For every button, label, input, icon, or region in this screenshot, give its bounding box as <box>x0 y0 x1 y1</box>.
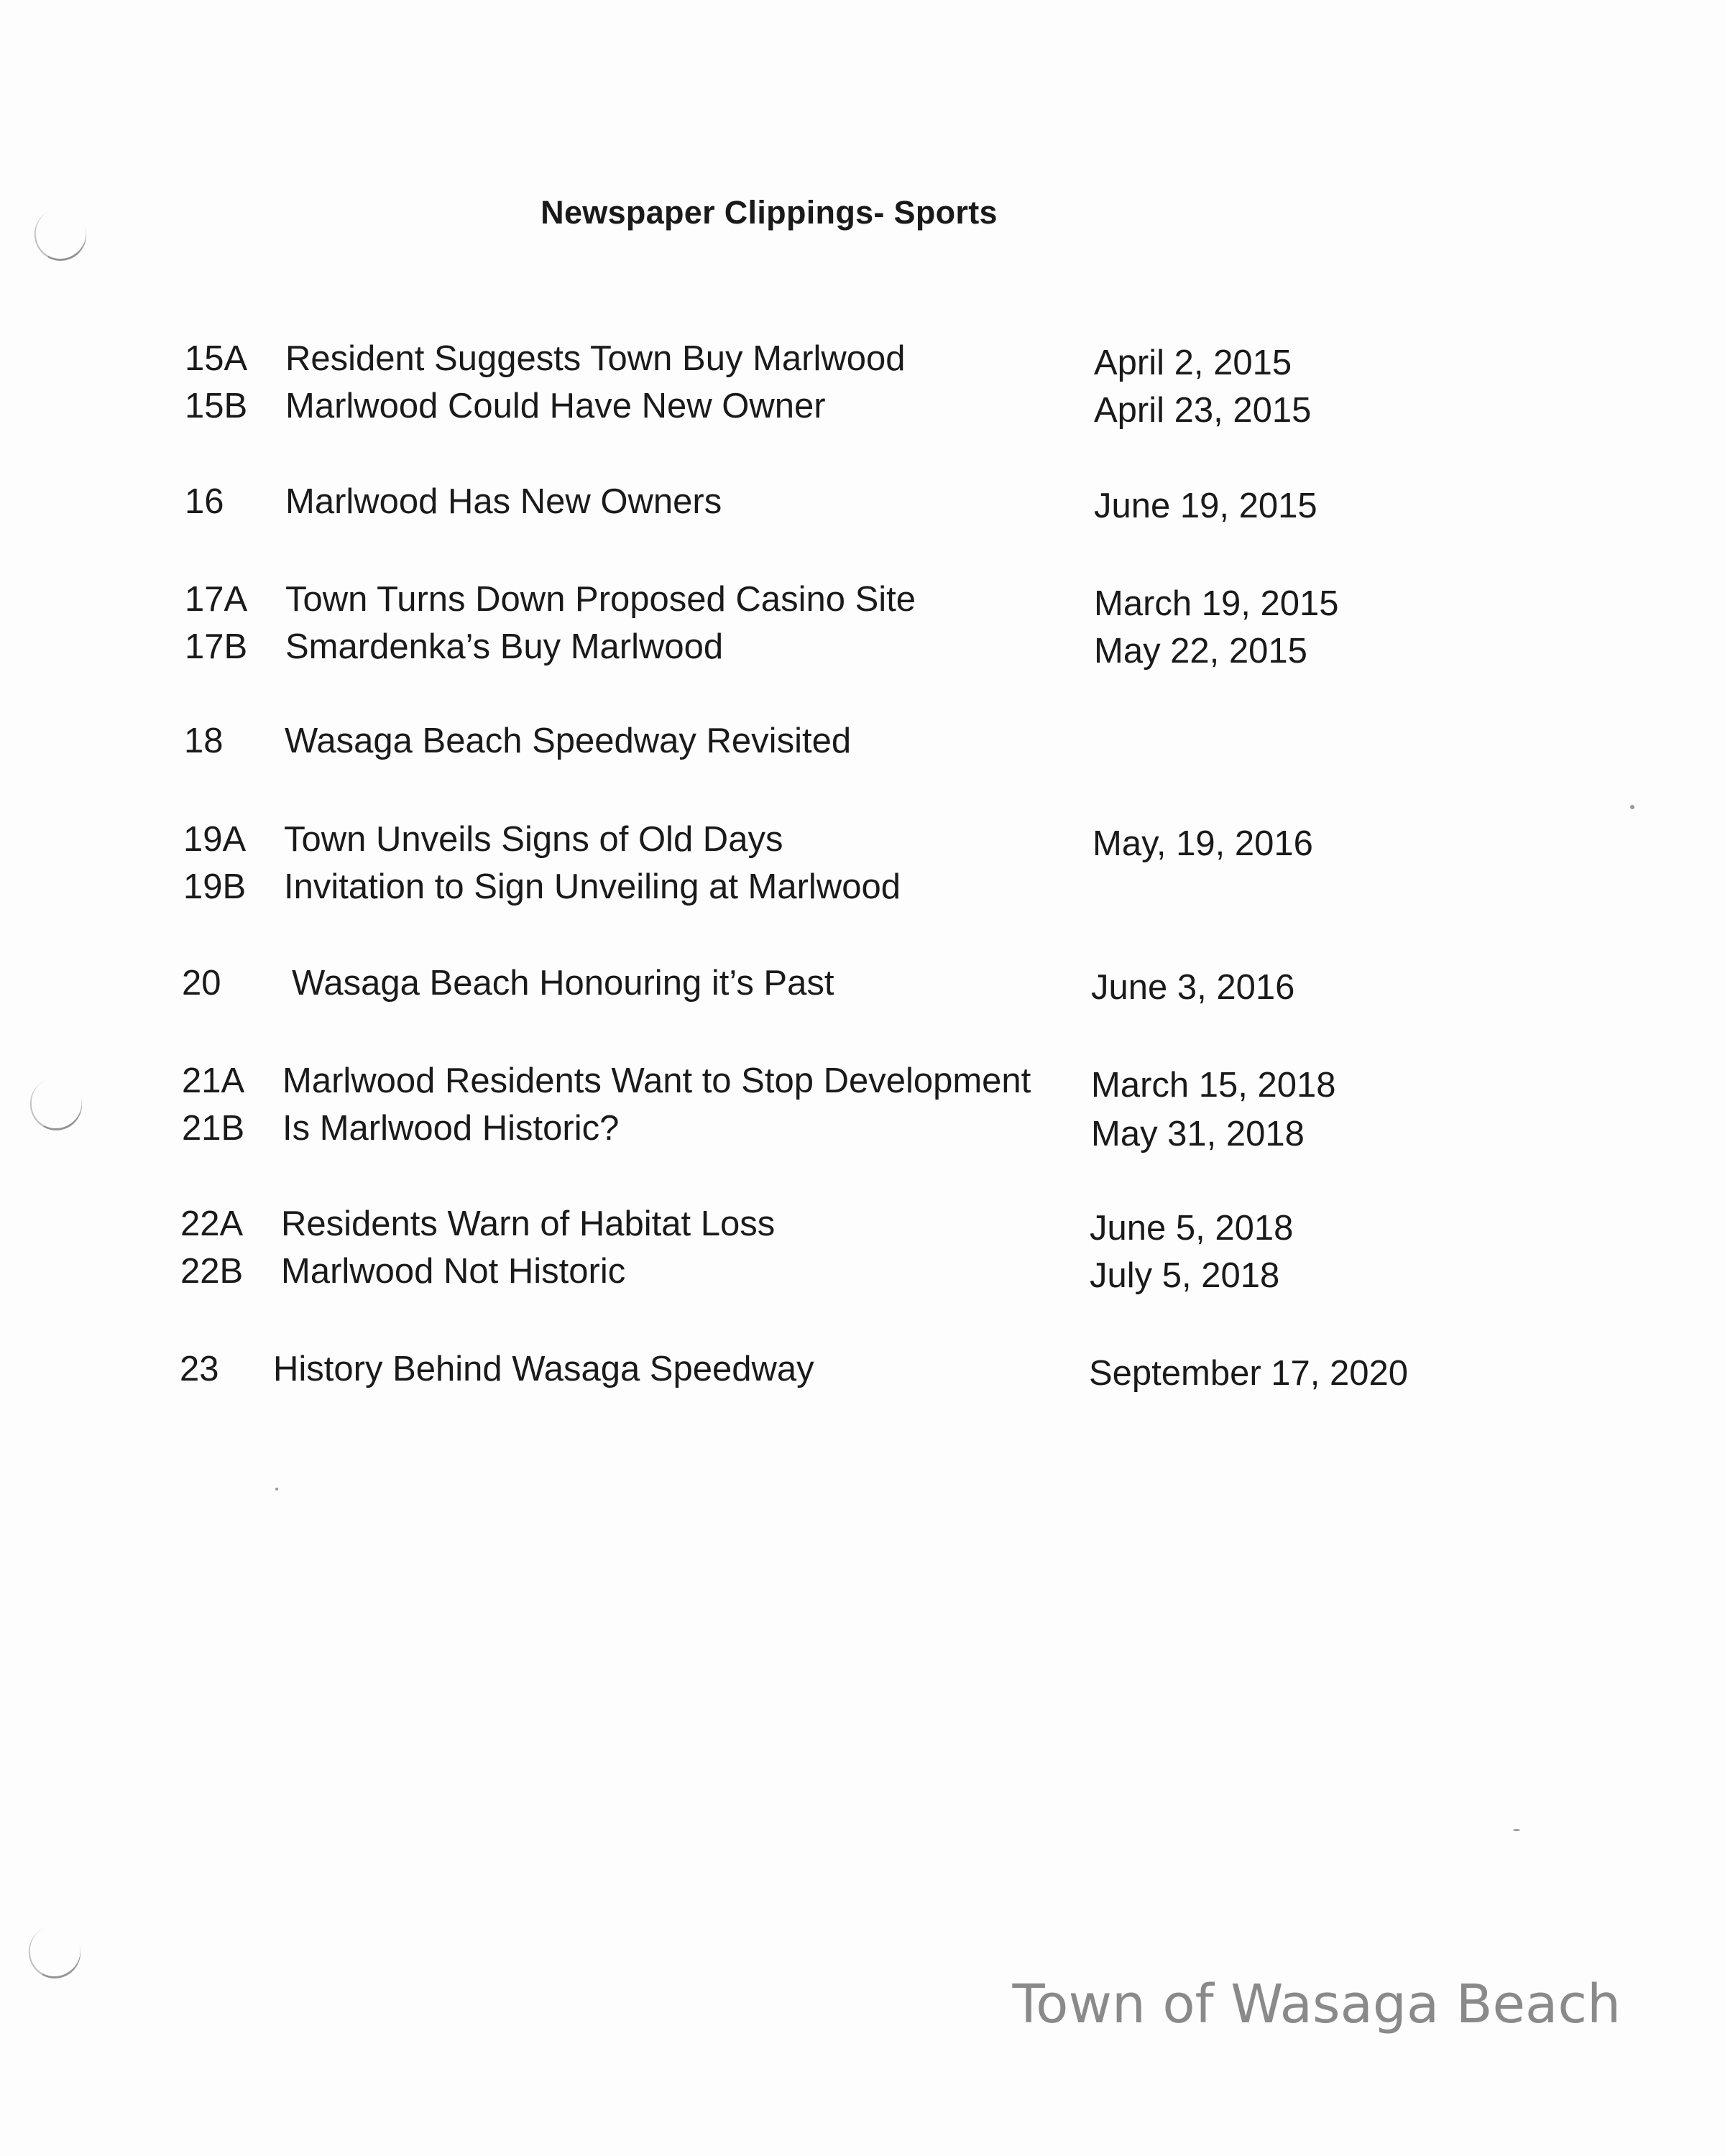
item-headline: Marlwood Residents Want to Stop Development <box>282 1061 1031 1100</box>
item-date: May 22, 2015 <box>1094 632 1307 671</box>
item-number: 22A <box>180 1204 244 1243</box>
item-number: 15A <box>185 339 248 378</box>
item-number: 21A <box>182 1061 245 1100</box>
punch-hole-mark <box>22 1919 88 1986</box>
item-headline: Marlwood Could Have New Owner <box>285 387 826 425</box>
item-number: 15B <box>185 387 248 425</box>
item-headline: Town Turns Down Proposed Casino Site <box>285 580 916 619</box>
item-headline: Marlwood Has New Owners <box>285 482 722 521</box>
item-number: 18 <box>184 722 224 760</box>
item-date: March 15, 2018 <box>1091 1066 1336 1105</box>
item-date: June 5, 2018 <box>1090 1209 1294 1248</box>
item-headline: Town Unveils Signs of Old Days <box>284 820 783 859</box>
punch-hole-mark <box>23 1071 90 1138</box>
item-headline: Smardenka’s Buy Marlwood <box>285 627 724 666</box>
item-date: April 23, 2015 <box>1094 391 1312 430</box>
scan-speck <box>275 1488 278 1491</box>
item-number: 17B <box>185 627 248 666</box>
item-date: May 31, 2018 <box>1091 1115 1305 1153</box>
item-headline: Marlwood Not Historic <box>281 1252 626 1291</box>
item-number: 20 <box>182 964 221 1003</box>
item-date: July 5, 2018 <box>1090 1256 1280 1295</box>
footer-watermark: Town of Wasaga Beach <box>1012 1973 1621 2035</box>
item-date: April 2, 2015 <box>1094 344 1292 382</box>
item-date: June 3, 2016 <box>1091 968 1295 1007</box>
item-number: 19A <box>183 820 247 859</box>
item-number: 23 <box>180 1350 219 1388</box>
scan-speck <box>1630 805 1634 809</box>
item-number: 17A <box>185 580 248 619</box>
page-title: Newspaper Clippings- Sports <box>540 194 998 231</box>
scan-speck <box>1513 1829 1520 1831</box>
item-headline: Wasaga Beach Honouring it’s Past <box>292 964 834 1003</box>
item-number: 16 <box>185 482 224 521</box>
item-date: September 17, 2020 <box>1089 1354 1409 1393</box>
item-date: March 19, 2015 <box>1094 584 1339 623</box>
item-number: 21B <box>182 1109 245 1148</box>
item-date: May, 19, 2016 <box>1092 824 1313 863</box>
item-headline: Resident Suggests Town Buy Marlwood <box>285 339 906 378</box>
item-headline: History Behind Wasaga Speedway <box>273 1350 814 1388</box>
item-number: 19B <box>183 867 247 906</box>
item-headline: Residents Warn of Habitat Loss <box>281 1204 776 1243</box>
item-headline: Is Marlwood Historic? <box>282 1109 620 1148</box>
item-number: 22B <box>180 1252 244 1291</box>
item-headline: Invitation to Sign Unveiling at Marlwood <box>284 867 901 906</box>
item-headline: Wasaga Beach Speedway Revisited <box>285 722 852 760</box>
item-date: June 19, 2015 <box>1094 487 1317 525</box>
